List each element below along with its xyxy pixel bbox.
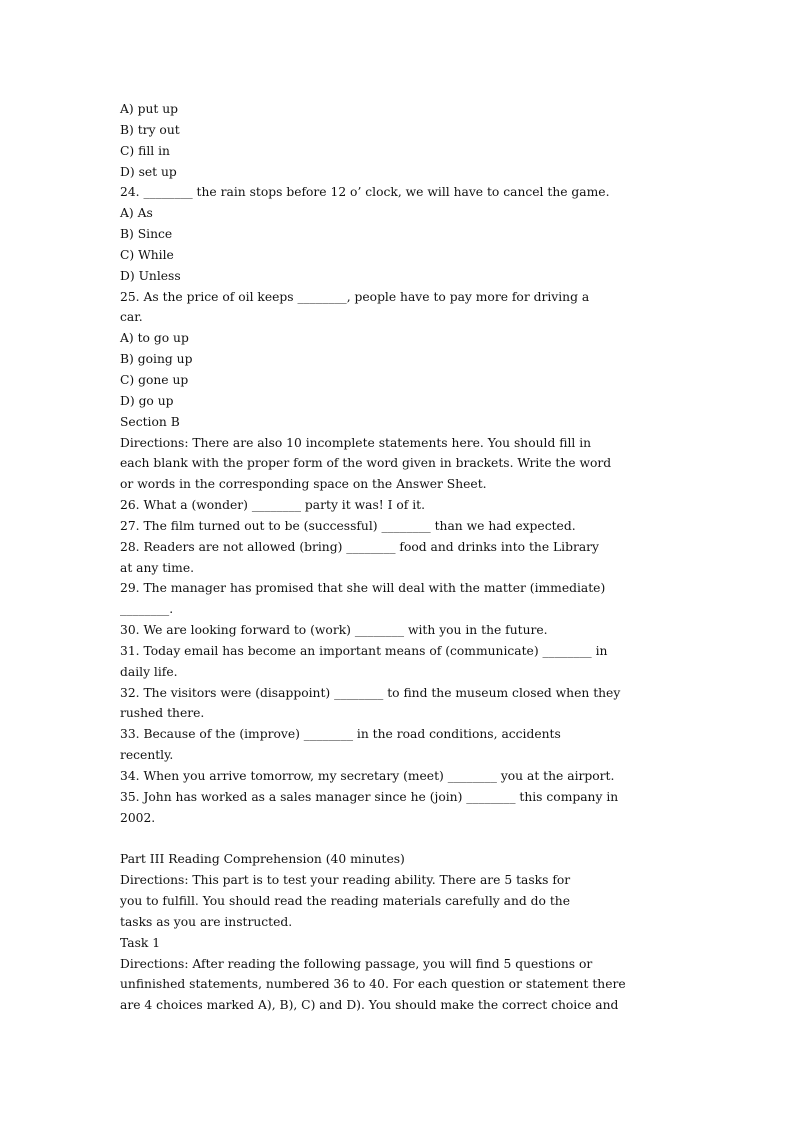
question-30: 30. We are looking forward to (work) ________ with you in the future. [120, 623, 548, 638]
question-25: 25. As the price of oil keeps ________, people have to pay more for driving a [120, 289, 590, 304]
question-24: 24. ________ the rain stops before 12 o’ clock, we will have to cancel the game. [120, 185, 610, 200]
question-32: 32. The visitors were (disappoint) ________ to find the museum closed when they [120, 685, 621, 700]
question-28-cont: at any time. [120, 560, 195, 575]
directions-text: each blank with the proper form of the word given in brackets. Write the word [120, 456, 612, 471]
part-heading: Part III Reading Comprehension (40 minutes) [120, 852, 405, 867]
document-page [120, 99, 690, 1016]
directions-text: are 4 choices marked A), B), C) and D). You should make the correct choice and [120, 998, 619, 1013]
option-line: D) set up [120, 164, 177, 179]
question-35: 35. John has worked as a sales manager since he (join) ________ this company in [120, 789, 619, 804]
directions-text: Directions: After reading the following passage, you will find 5 questions or [120, 956, 593, 971]
option-line: B) try out [120, 122, 180, 137]
option-line: C) While [120, 247, 174, 262]
directions-text: unfinished statements, numbered 36 to 40. For each question or statement there [120, 977, 626, 992]
directions-text: Directions: This part is to test your reading ability. There are 5 tasks for [120, 873, 571, 888]
directions-text: Directions: There are also 10 incomplete statements here. You should fill in [120, 435, 592, 450]
question-33-cont: recently. [120, 748, 174, 763]
directions-text: tasks as you are instructed. [120, 914, 293, 929]
question-28: 28. Readers are not allowed (bring) ________ food and drinks into the Library [120, 539, 600, 554]
question-33: 33. Because of the (improve) ________ in the road conditions, accidents [120, 727, 561, 742]
option-line: B) Since [120, 227, 173, 242]
question-31-cont: daily life. [120, 664, 178, 679]
task-heading: Task 1 [120, 935, 161, 950]
option-line: C) gone up [120, 372, 189, 387]
option-line: D) go up [120, 393, 174, 408]
question-31: 31. Today email has become an important means of (communicate) ________ in [120, 643, 608, 658]
option-line: B) going up [120, 352, 193, 367]
question-29-cont: ________. [120, 602, 174, 617]
option-line: A) As [120, 206, 153, 221]
directions-text: you to fulfill. You should read the reading materials carefully and do the [120, 894, 571, 909]
directions-text: or words in the corresponding space on the Answer Sheet. [120, 477, 487, 492]
option-line: D) Unless [120, 268, 181, 283]
option-line: A) to go up [120, 331, 189, 346]
option-line: A) put up [120, 102, 179, 116]
question-34: 34. When you arrive tomorrow, my secretary (meet) ________ you at the airport. [120, 769, 615, 783]
question-29: 29. The manager has promised that she will deal with the matter (immediate) [120, 581, 606, 596]
section-heading: Section B [120, 414, 180, 429]
paragraph-spacer [120, 829, 690, 850]
option-line: C) fill in [120, 143, 170, 158]
question-27: 27. The film turned out to be (successful) ________ than we had expected. [120, 518, 576, 533]
question-25-cont: car. [120, 310, 143, 325]
question-32-cont: rushed there. [120, 706, 205, 721]
question-35-cont: 2002. [120, 810, 156, 825]
question-26: 26. What a (wonder) ________ party it was! I of it. [120, 498, 426, 513]
